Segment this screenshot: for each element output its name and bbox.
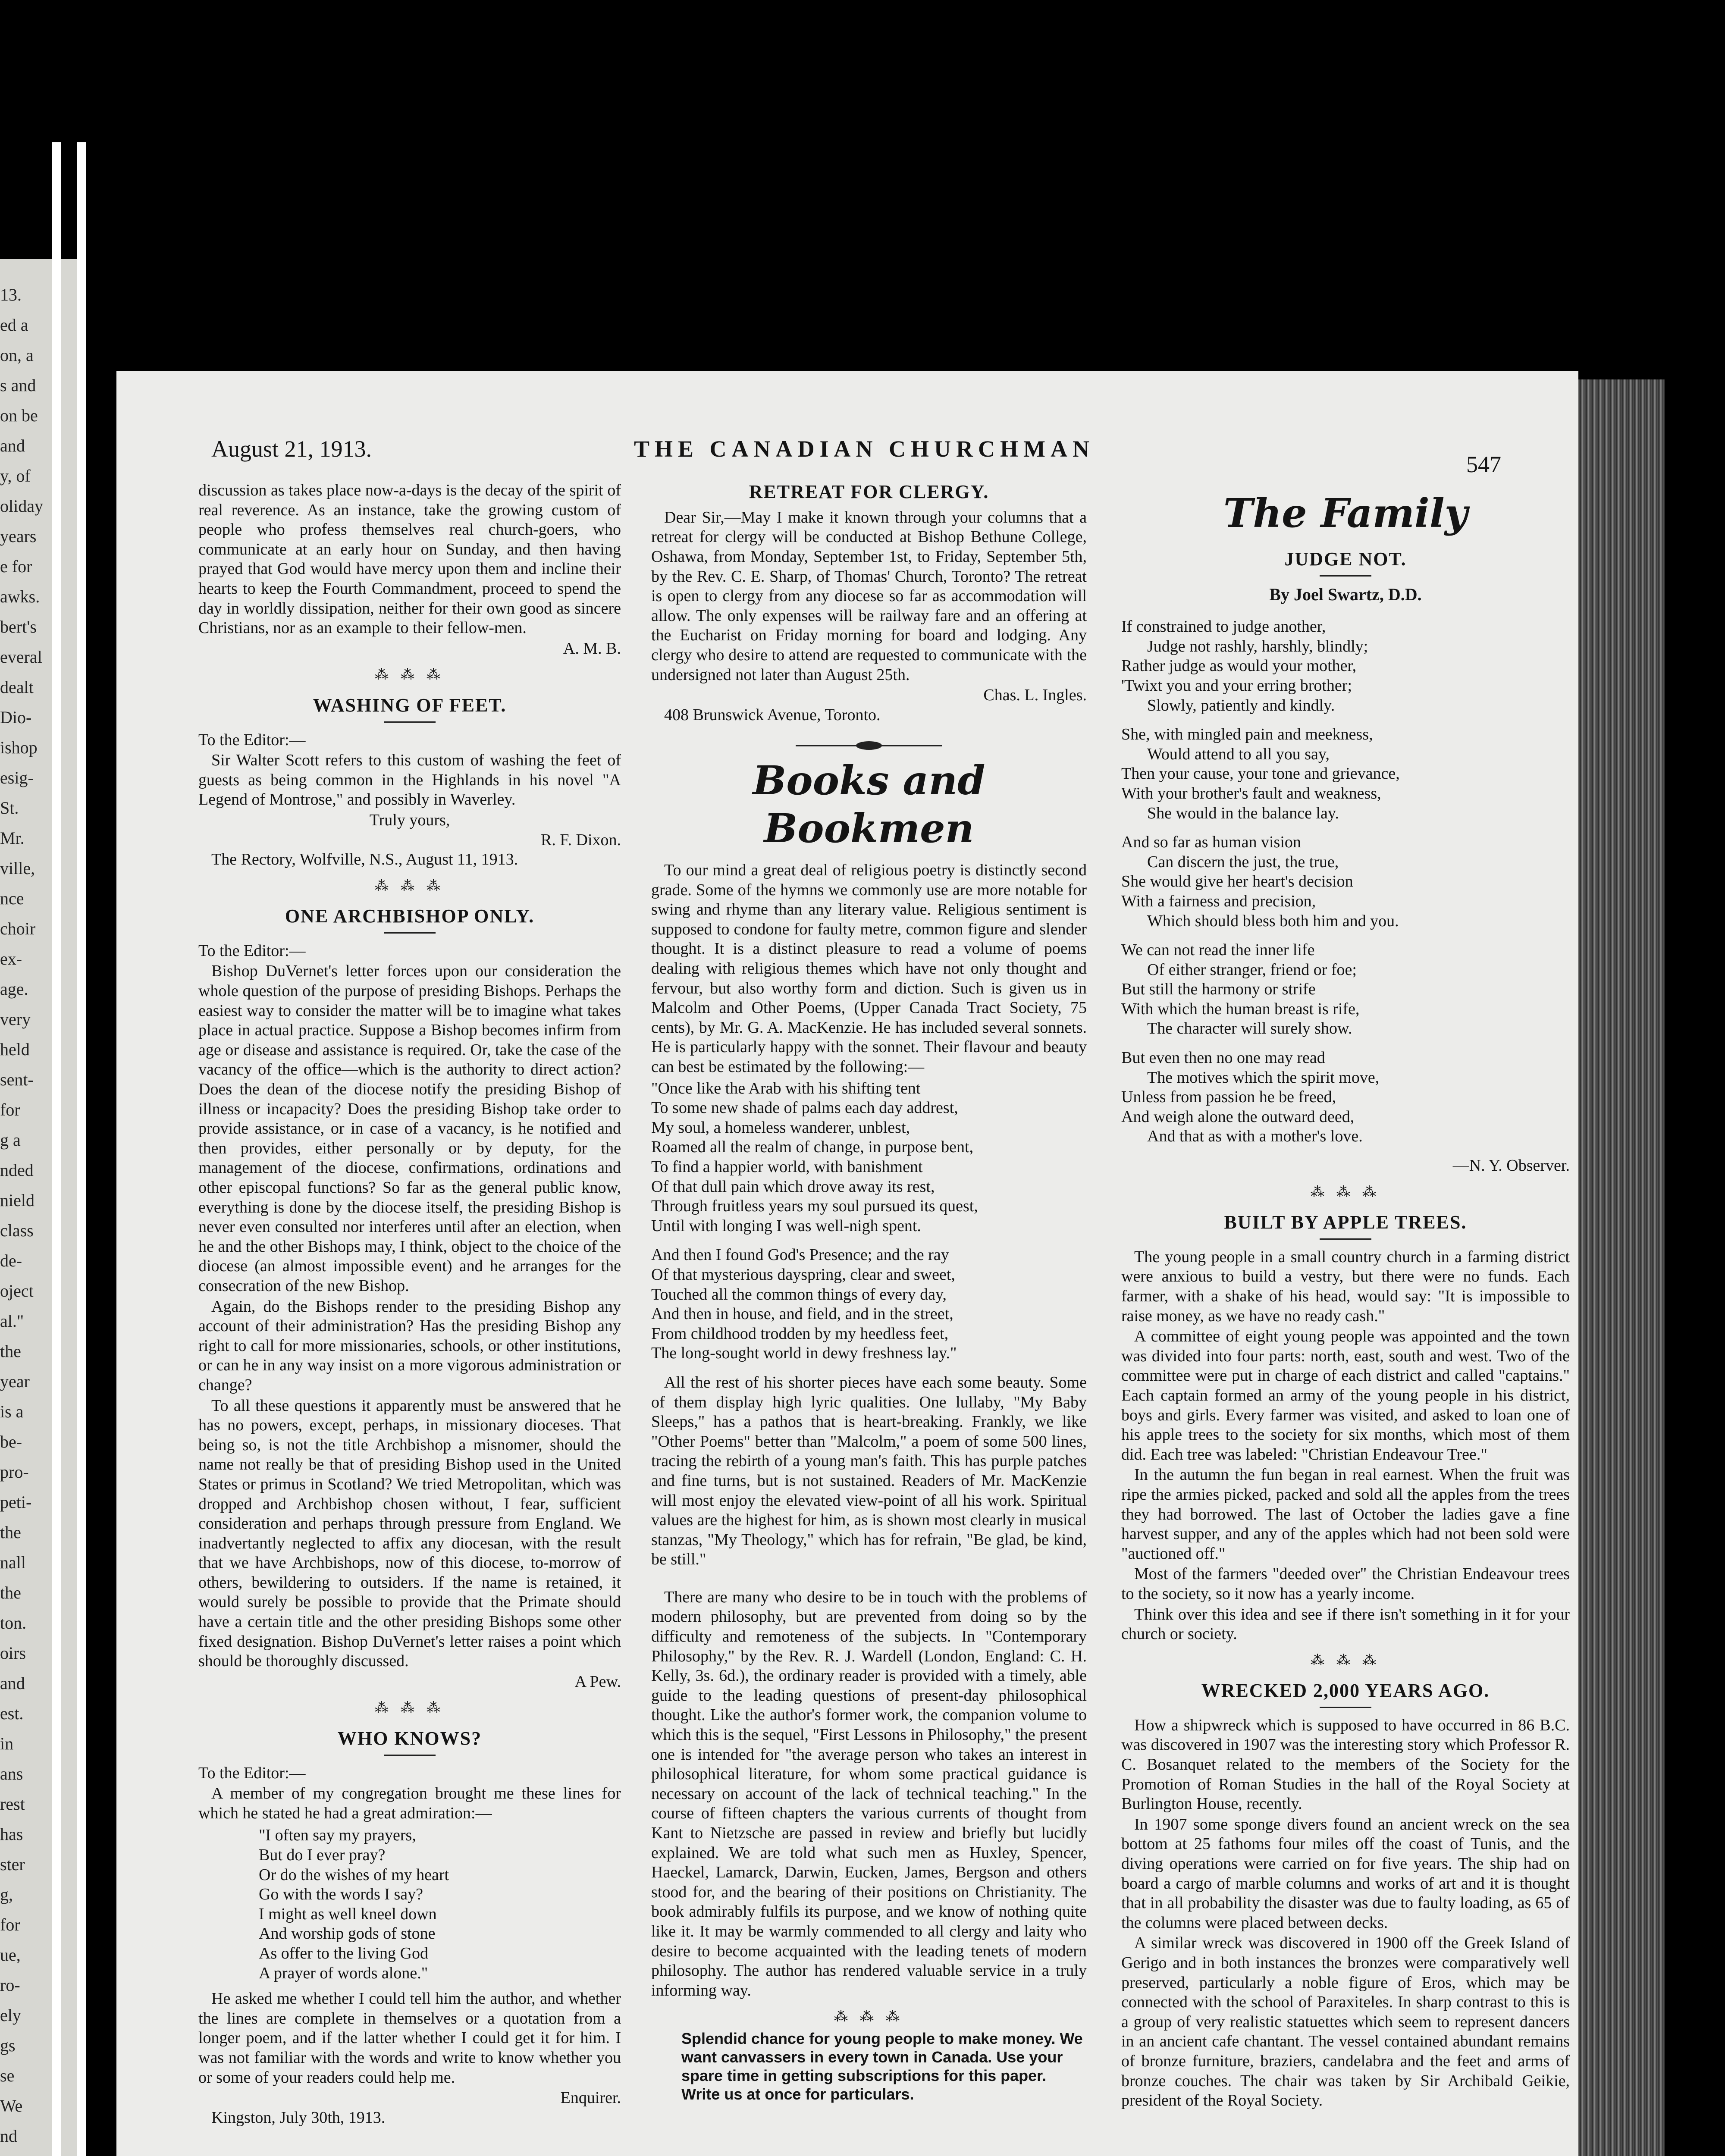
letter-paragraph: A member of my congregation brought me these lines for which he stated he had a great admiration:— [198,1784,621,1822]
stanza [1121,617,1570,715]
stanza [1121,725,1570,823]
verse-line: Rather judge as would your mother, [1121,657,1357,675]
divider [384,932,436,934]
stanza [1121,833,1570,931]
divider-ornament [796,741,942,750]
prev-page-text-fragment: ro- [0,1975,20,1995]
poem-byline: By Joel Swartz, D.D. [1269,585,1422,605]
verse-line: Would attend to all you say, [1147,745,1330,763]
verse-line: The long-sought world in dewy freshness lay." [651,1344,957,1363]
masthead: THE CANADIAN CHURCHMAN [634,436,1095,462]
verse-line: Of either stranger, friend or foe; [1147,960,1357,979]
column-left [198,481,621,2128]
verse-line: Can discern the just, the true, [1147,852,1339,871]
article-paragraph: A committee of eight young people was appointed and the town was divided into four parts: north, east, south and west. Two of the committee were put in charge of each district and called "captains." Each captain formed an army of the young people in his district, boys and girls. Every farmer was visited, and asked to loan one of his apple trees to the society for six months, which most of them did. Each tree was labeled: "Christian Endeavour Tree." [1121,1327,1570,1463]
page-number: 547 [1466,451,1501,477]
signature: A. M. B. [563,639,621,658]
verse-line: And worship gods of stone [259,1924,436,1943]
closing: Truly yours, [369,811,450,829]
prev-page-text-fragment: is a [0,1402,24,1421]
prev-page-text-fragment: held [0,1040,30,1059]
letter-paragraph: Again, do the Bishops render to the presiding Bishop any account of their administration? Has the presiding Bishop any right to call for more missionaries, schools, or other institutions, or can he in any way insist on a more vigorous administration or change? [198,1297,621,1394]
signature: A Pew. [574,1672,621,1691]
verse-line: To some new shade of palms each day addrest, [651,1099,958,1117]
article-title: ONE ARCHBISHOP ONLY. [285,906,535,927]
prev-page-text-fragment: ishop [0,738,38,757]
article-title: WHO KNOWS? [337,1727,482,1749]
article-continuation: discussion as takes place now-a-days is the decay of the spirit of real reverence. As an instance, take the growing custom of people who profess themselves real church-goers, who communicate at an early hour on Sunday, and then having prayed that God would have mercy upon them and incline their hearts to keep the Fourth Commandment, proceed to spend the day in worldly dissipation, neither for their own good as sincere Christians, nor as an example to their fellow-men. [198,481,621,637]
verse-line: Which should bless both him and you. [1147,912,1399,930]
signature: Enquirer. [560,2089,621,2107]
prev-page-text-fragment: ans [0,1764,23,1783]
article-paragraph: The young people in a small country church in a farming district were anxious to build a vestry, but there were no funds. Each farmer, with a shake of his head, would say: "It is impossible to raise money, as we have no ready cash." [1121,1247,1570,1325]
prev-page-text-fragment: nield [0,1191,34,1210]
verse-line: As offer to the living God [259,1944,428,1962]
spine-line [52,142,61,2156]
article-title: RETREAT FOR CLERGY. [749,481,989,502]
signature: R. F. Dixon. [541,830,621,849]
section-title-books: Books and Bookmen [753,757,985,852]
verse-line: But still the harmony or strife [1121,980,1316,999]
verse-line: And that as with a mother's love. [1147,1127,1363,1146]
article-title: BUILT BY APPLE TREES. [1224,1212,1467,1233]
verse-line: The character will surely show. [1147,1019,1352,1038]
verse-line: But even then no one may read [1121,1049,1325,1067]
verse-line: But do I ever pray? [259,1846,386,1864]
prev-page-text-fragment: awks. [0,587,40,606]
signature: Chas. L. Ingles. [983,686,1087,705]
sonnet-octave [651,1079,1087,1236]
prev-page-text-fragment: bert's [0,617,37,636]
article-paragraph: Think over this idea and see if there isn't something in it for your church or society. [1121,1605,1570,1643]
verse-line: Through fruitless years my soul pursued its quest, [651,1197,978,1216]
section-ornament: ⁂ ⁂ ⁂ [1311,1652,1380,1668]
verse-line: Slowly, patiently and kindly. [1147,696,1335,714]
article-paragraph: A similar wreck was discovered in 1900 off the Greek Island of Gerigo and in both instances the bronzes were comparatively well preserved, particularly a noble figure of Eros, which may be connected with the school of Paraxiteles. In sharp contrast to this is a group of very realistic statuettes which seem to represent dancers in an ancient cafe chantant. The vessel contained abundant remains of bronze furniture, braziers, candelabra and the feet and arms of bronze couches. The chair was taken by Sir Archibald Geikie, president of the Royal Society. [1121,1934,1570,2110]
prev-page-text-fragment: ue, [0,1945,21,1965]
prev-page-text-fragment: ton. [0,1613,27,1633]
verse-line: Unless from passion he be freed, [1121,1088,1336,1106]
verse-line: Of that mysterious dayspring, clear and sweet, [651,1265,955,1284]
prev-page-text-fragment: for [0,1915,20,1934]
prev-page-text-fragment: e for [0,557,32,576]
verse-line: With your brother's fault and weakness, [1121,784,1381,802]
prev-page-text-fragment: 13. [0,285,22,304]
prev-page-text-fragment: nded [0,1160,34,1180]
column-middle [651,481,1087,2104]
address: 408 Brunswick Avenue, Toronto. [664,705,881,724]
article-paragraph: How a shipwreck which is supposed to have occurred in 86 B.C. was discovered in 1907 was the interesting story which Professor R. C. Bosanquet related to the members of the Society for the Promotion of Roman Studies in the hall of the Royal Society at Burlington House, recently. [1121,1716,1570,1813]
letter-paragraph: Bishop DuVernet's letter forces upon our consideration the whole question of the purpose of presiding Bishops. Perhaps the easiest way to consider the matter will be to imagine what takes place in actual practice. Suppose a Bishop becomes infirm from age or disease and assistance is required. Or, take the case of the vacancy of the office—which is the authority to direct action? Does the dean of the diocese notify the presiding Bishop of illness or incapacity? Does the presiding Bishop take order to provide assistance, or in case of a vacancy, is he notified and then provides, either personally or by deputy, for the management of the diocese, confirmations, ordinations and other episcopal functions? So far as the general public know, everything is done by the diocese itself, the presiding Bishop is never even consulted nor interferes until after an election, when he and the other Bishops may, I think, object to the choice of the diocese (an almost impossible event) and he arranges for the consecration of the new Bishop. [198,962,621,1295]
prev-page-text-fragment: in [0,1734,14,1753]
verse-line: And weigh alone the outward deed, [1121,1107,1355,1126]
subscription-advertisement: Splendid chance for young people to make money. We want canvassers in every town in Canada. Use your spare time in getting subscriptions for this paper. Write us at once for particulars. [681,2029,1083,2103]
letter-body: Dear Sir,—May I make it known through your columns that a retreat for clergy will be conducted at Bishop Bethune College, Oshawa, from Monday, September 1st, to Friday, September 5th, by the Rev. C. E. Sharp, of Thomas' Church, Toronto? The retreat is open to clergy from any diocese so far as accommodation will allow. The only expenses will be railway fare and an offering at the Eucharist on Friday morning for board and lodging. Any clergy who desire to attend are requested to communicate with the undersigned not later than August 25th. [651,508,1087,684]
prev-page-text-fragment: Mr. [0,828,25,848]
prev-page-text-fragment: on, a [0,345,34,365]
prev-page-text-fragment: ville, [0,859,35,878]
verse-line: From childhood trodden by my heedless feet, [651,1324,949,1343]
prev-page-text-fragment: class [0,1221,34,1240]
verse-line: We can not read the inner life [1121,941,1315,959]
divider [384,1755,436,1756]
verse-line: If constrained to judge another, [1121,617,1326,636]
prev-page-text-fragment: se [0,2066,15,2085]
prev-page-text-fragment: the [0,1583,21,1602]
prev-page-text-fragment: s and [0,376,36,395]
verse-line: The motives which the spirit move, [1147,1068,1380,1087]
prev-page-text-fragment: and [0,1673,25,1693]
prev-page-text-fragment: peti- [0,1492,32,1512]
section-ornament: ⁂ ⁂ ⁂ [1311,1184,1380,1200]
verse-line: Roamed all the realm of change, in purpose bent, [651,1138,974,1156]
verse-line: "I often say my prayers, [259,1826,416,1845]
divider [384,721,436,723]
verse-line: She would in the balance lay. [1147,804,1339,822]
prev-page-text-fragment: very [0,1009,31,1029]
letter-paragraph: He asked me whether I could tell him the author, and whether the lines are complete in themselves or a quotation from a longer poem, and if the latter whether I could get it for him. I was not familiar with the words and write to know whether you or some of your readers could help me. [198,1990,621,2087]
article-paragraph: In the autumn the fun began in real earnest. When the fruit was ripe the armies picked, packed and sold all the apples from the trees they had borrowed. The last of October the ladies gave a fine harvest supper, and any of the apples which had not been sold were "auctioned off." [1121,1466,1570,1563]
prev-page-text-fragment: ely [0,2006,21,2025]
verse-line: To find a happier world, with banishment [651,1158,923,1176]
poem-title: JUDGE NOT. [1284,548,1407,570]
prev-page-text-fragment: age. [0,979,28,999]
verse-line: I might as well kneel down [259,1905,437,1923]
prev-page-text-fragment: St. [0,798,19,818]
newspaper-page [116,371,1578,2156]
prev-page-text-fragment: the [0,1523,21,1542]
prev-page-text-fragment: ed a [0,315,28,335]
spine-line [77,142,86,2156]
poem-judge-not [1121,617,1570,1147]
verse-line: Until with longing I was well-nigh spent. [651,1216,921,1235]
prev-page-text-fragment: nce [0,889,24,908]
prev-page-text-fragment: be- [0,1432,22,1451]
prev-page-text-fragment: est. [0,1704,24,1723]
verse-line: And then in house, and field, and in the street, [651,1305,953,1323]
stanza [1121,940,1570,1039]
salutation: To the Editor:— [198,941,306,960]
article-title: WASHING OF FEET. [313,694,507,716]
prev-page-text-fragment: esig- [0,768,34,787]
prev-page-text-fragment: g, [0,1885,13,1904]
quoted-sonnet [651,1079,1087,1363]
verse-line: My soul, a homeless wanderer, unblest, [651,1118,910,1137]
prev-page-text-fragment: sent- [0,1070,34,1089]
prev-page-text-fragment: year [0,1372,30,1391]
article-title: WRECKED 2,000 YEARS AGO. [1201,1680,1490,1702]
verse-line: With which the human breast is rife, [1121,1000,1360,1018]
poem-source: —N. Y. Observer. [1452,1156,1570,1175]
prev-page-text-fragment: ex- [0,949,22,968]
prev-page-text-fragment: nd [0,2126,17,2146]
verse-line: Of that dull pain which drove away its rest, [651,1177,935,1196]
article-paragraph: Most of the farmers "deeded over" the Christian Endeavour trees to the society, so it now has a yearly income. [1121,1565,1570,1603]
prev-page-text-fragment: oject [0,1281,34,1300]
verse-line: She would give her heart's decision [1121,872,1353,891]
prev-page-text-fragment: everal [0,647,42,667]
prev-page-text-fragment: choir [0,919,36,938]
article-paragraph: In 1907 some sponge divers found an ancient wreck on the sea bottom at 25 fathoms four miles off the coast of Tunis, and the diving operations were carried on for five years. The ship had on board a cargo of marble columns and works of art and it is thought that in all probability the disaster was due to faulty loading, as 65 of the columns were placed between decks. [1121,1815,1570,1932]
prev-page-text-fragment: oirs [0,1643,26,1663]
verse-line: Touched all the common things of every day, [651,1285,947,1304]
prev-page-text-fragment: rest [0,1794,25,1814]
section-ornament: ⁂ ⁂ ⁂ [375,877,445,893]
prev-page-text-fragment: dealt [0,677,34,697]
prev-page-text-fragment: gs [0,2036,16,2055]
stanza [1121,1048,1570,1147]
verse-line: She, with mingled pain and meekness, [1121,725,1373,744]
review-paragraph: There are many who desire to be in touch with the problems of modern philosophy, but are prevented from doing so by the difficulty and remoteness of the subjects. In "Contemporary Philosophy," by the Rev. R. J. Wardell (London, England: C. H. Kelly, 3s. 6d.), the ordinary reader is provided with a timely, able guide to the leading questions of present-day philosophical thought. Like the author's former work, the companion volume to which this is the sequel, "First Lessons in Philosophy," the present one is intended for "the average person who takes an interest in philosophical literature, for whom some practical guidance is necessary on account of the lack of technical teaching." In the course of fifteen chapters the various currents of thought from Kant to Nietzsche are passed in review and briefly but lucidly explained. We are told what such men as Huxley, Spencer, Haeckel, Lamarck, Darwin, Eucken, James, Bergson and others stood for, and the bearing of their positions on Christianity. The book admirably fulfils its purpose, and we know of nothing quite like it. It may be warmly commended to all clergy and laity who desire to become acquainted with the leading tenets of modern philosophy. The author has rendered valuable service in a truly informing way. [651,1588,1087,1999]
place-date: The Rectory, Wolfville, N.S., August 11, 1913. [211,850,518,869]
divider [1320,1707,1371,1708]
issue-date: August 21, 1913. [211,436,372,462]
verse-line: Go with the words I say? [259,1885,423,1904]
prev-page-text-fragment: Dio- [0,708,32,727]
verse-line: Or do the wishes of my heart [259,1865,449,1884]
prev-page-text-fragment: has [0,1824,23,1844]
sonnet-sestet [651,1245,1087,1363]
prev-page-text-fragment: the [0,1341,21,1361]
salutation: To the Editor:— [198,1764,306,1782]
prev-page-text-fragment: and [0,436,25,455]
verse-line: Then your cause, your tone and grievance, [1121,765,1400,783]
prev-page-text-fragment: on be [0,406,38,425]
salutation: To the Editor:— [198,730,306,749]
place-date: Kingston, July 30th, 1913. [211,2108,386,2127]
letter-paragraph: To all these questions it apparently must be answered that he has no powers, except, perhaps, in missionary dioceses. That being so, is not the title Archbishop a misnomer, should the name not really be that of presiding Bishop used in the United States or primus in Scotland? We tried Metropolitan, which was dropped and Archbishop chosen without, I fear, sufficient consideration and perhaps through pressure from England. We inadvertantly neglected to affix any diocesan, with the result that we have Archbishops, now of this diocese, to-morrow of others, bewildering to outsiders. If the name is retained, it would surely be possible to provide that the Primate should have a certain title and the other presiding Bishops some other fixed designation. Bishop DuVernet's letter raises a point which should be thoroughly discussed. [198,1396,621,1670]
prev-page-text-fragment: ster [0,1855,25,1874]
prev-page-text-fragment: g a [0,1130,21,1150]
verse-line: And then I found God's Presence; and the ray [651,1246,949,1264]
previous-page-edge [0,259,78,2156]
prev-page-text-fragment: for [0,1100,20,1119]
section-ornament: ⁂ ⁂ ⁂ [375,1700,445,1716]
review-paragraph: All the rest of his shorter pieces have each some beauty. Some of them display high lyric qualities. One lullaby, "My Baby Sleeps," has a pathos that is heart-breaking. Frankly, we like "Other Poems" better than "Malcolm," a poem of some 500 lines, tracing the rebirth of a young man's faith. This has purple patches and fine turns, but is not sustained. Readers of Mr. MacKenzie will most enjoy the elevated view-point of all his work. Spiritual values are the highest for him, as is shown most clearly in musical stanzas, "My Theology," which has for refrain, "Be glad, be kind, be still." [651,1373,1087,1569]
section-ornament: ⁂ ⁂ ⁂ [375,667,445,683]
prev-page-text-fragment: pro- [0,1462,29,1482]
page-header [116,436,1578,477]
verse-line: Judge not rashly, harshly, blindly; [1147,637,1368,655]
quoted-verse [259,1826,621,1983]
verse-line: "Once like the Arab with his shifting tent [651,1079,921,1097]
prev-page-text-fragment: We [0,2096,23,2115]
prev-page-text-fragment: al." [0,1311,24,1331]
letter-body: Sir Walter Scott refers to this custom of washing the feet of guests as being common in the Highlands in his novel "A Legend of Montrose," and possibly in Waverley. [198,751,621,809]
section-title-family: The Family [1223,490,1468,536]
verse-line: 'Twixt you and your erring brother; [1121,676,1352,695]
prev-page-text-fragment: years [0,526,37,546]
verse-line: And so far as human vision [1121,833,1301,852]
prev-page-text-fragment: nall [0,1553,26,1572]
section-ornament: ⁂ ⁂ ⁂ [834,2009,904,2024]
prev-page-text-fragment: de- [0,1251,22,1270]
prev-page-text-fragment: y, of [0,466,31,486]
divider [1320,575,1371,577]
prev-page-text-fragment: oliday [0,496,43,516]
verse-line: With a fairness and precision, [1121,892,1316,910]
divider [1320,1238,1371,1240]
review-paragraph: To our mind a great deal of religious poetry is distinctly second grade. Some of the hymns we commonly use are more notable for swing and rhyme than any literary value. Religious sentiment is supposed to condone for faulty metre, common figure and slender thought. It is a distinct pleasure to read a volume of poems dealing with religious themes which have not only thought and fervour, but also worthy form and diction. Such is given us in Malcolm and Other Poems, (Upper Canada Tract Society, 75 cents), by Mr. G. A. MacKenzie. He has included several sonnets. He is particularly happy with the sonnet. Their flavour and beauty can best be estimated by the following:— [651,861,1087,1076]
page-stack-edge [1578,379,1665,2156]
column-right [1121,481,1570,2112]
verse-line: A prayer of words alone." [259,1964,428,1982]
